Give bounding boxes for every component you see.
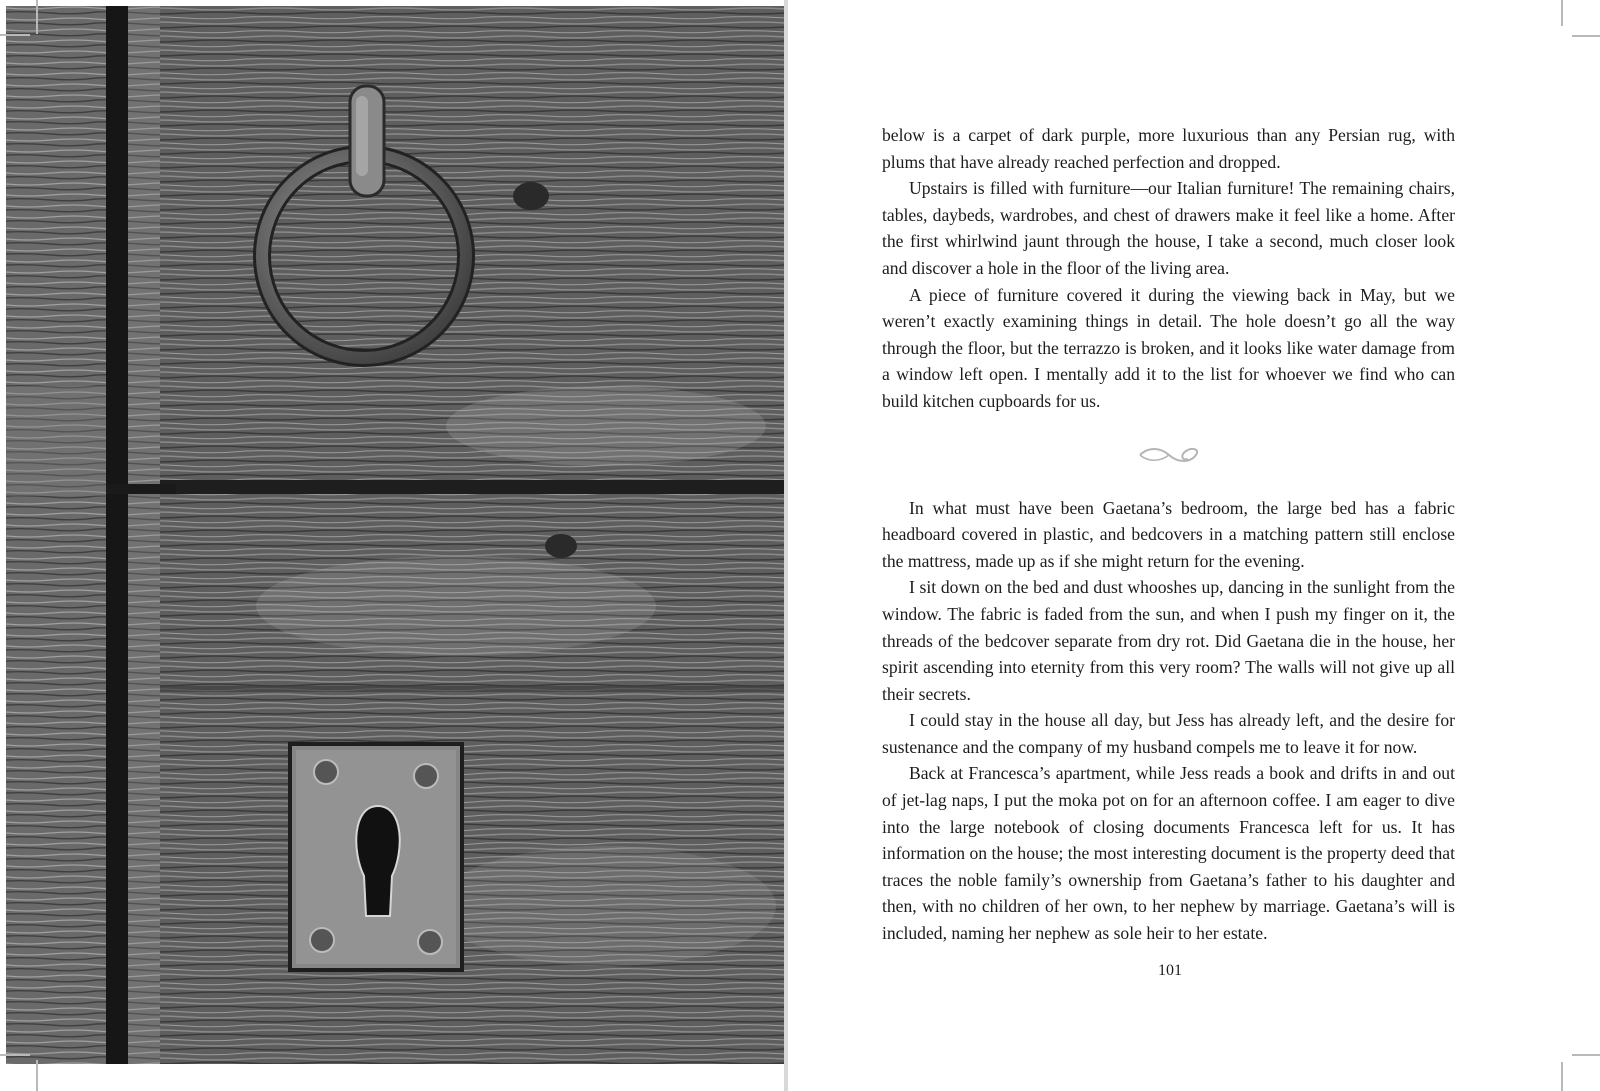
crop-mark [1572,1054,1600,1056]
crop-mark [36,0,38,34]
door-photo-illustration [6,6,784,1064]
paragraph: below is a carpet of dark purple, more luxurious than any Persian rug, with plums that have already reached perfection and dropped. [882,125,1455,172]
page-number: 101 [1158,962,1182,979]
text-column [882,122,1455,947]
flourish-ornament-icon [1138,445,1200,465]
crop-mark [0,34,30,36]
door-photograph [6,6,784,1064]
crop-mark [36,1060,38,1091]
gutter-edge [784,0,788,1091]
crop-mark [0,1054,30,1056]
crop-mark [1561,0,1563,26]
paragraph: In what must have been Gaetana’s bedroom, the large bed has a fabric headboard covered in plastic, and bedcovers in a matching pattern still enclose the mattress, made up as if she might return for the evening. [882,497,1455,571]
paragraph: Back at Francesca’s apartment, while Jess reads a book and drifts in and out of jet-lag naps, I put the moka pot on for an afternoon coffee. I am eager to dive into the large notebook of closing documents Francesca left for us. It has information on the house; the most interesting document is the property deed that traces the noble family’s ownership from Gaetana’s father to his daughter and then, with no children of her own, to her nephew by marriage. Gaetana’s will is included, naming her nephew as sole heir to her estate. [882,763,1455,944]
paragraph: A piece of furniture covered it during the viewing back in May, but we weren’t exactly examining things in detail. The hole doesn’t go all the way through the floor, but the terrazzo is broken, and it looks like water damage from a window left open. I mentally add it to the list for whoever we find who can build kitchen cupboards for us. [882,284,1455,411]
paragraph: I sit down on the bed and dust whooshes up, dancing in the sunlight from the window. The fabric is faded from the sun, and when I push my finger on it, the threads of the bedcover separate from dry rot. Did Gaetana die in the house, her spirit ascending into eternity from this very room? The walls will not give up all their secrets. [882,577,1455,704]
keyhole-plate [290,744,462,970]
crop-mark [1572,35,1600,37]
paragraph: Upstairs is filled with furniture—our Italian furniture! The remaining chairs, tables, daybeds, wardrobes, and chest of drawers make it feel like a home. After the first whirlwind jaunt through the house, I take a second, much closer look and discover a hole in the floor of the living area. [882,178,1455,278]
paragraph: I could stay in the house all day, but Jess has already left, and the desire for sustenance and the company of my husband compels me to leave it for now. [882,710,1455,757]
section-break [882,415,1455,495]
crop-mark [1561,1062,1563,1091]
